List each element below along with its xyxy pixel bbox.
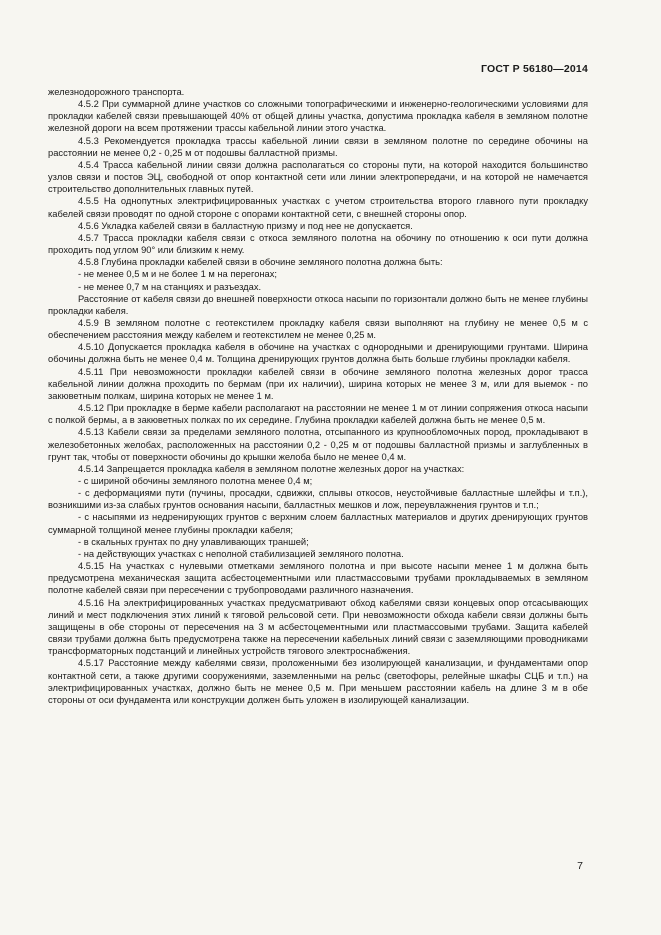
paragraph: 4.5.7 Трасса прокладки кабеля связи с откоса земляного полотна на обочину по отношению к оси пути должна проходить под углом 90° или близким к нему.	[48, 232, 588, 256]
paragraph: 4.5.11 При невозможности прокладки кабелей связи в обочине земляного полотна железных дорог трасса кабельной линии должна проходить по бермам (при их наличии), ширина которых не менее 3 м, или для выемок - по закюветным полкам, ширина которых не менее 1 м.	[48, 366, 588, 401]
paragraph: 4.5.6 Укладка кабелей связи в балластную призму и под нее не допускается.	[78, 220, 413, 231]
paragraph: 4.5.14 Запрещается прокладка кабеля в земляном полотне железных дорог на участках:	[78, 463, 465, 474]
paragraph: 4.5.4 Трасса кабельной линии связи должна располагаться со стороны пути, на которой находится большинство узлов связи и постов ЭЦ, свободной от опор контактной сети или линии электропередачи, и на которой не намечается строительство дополнительных главных путей.	[48, 159, 588, 195]
paragraph: 4.5.13 Кабели связи за пределами земляного полотна, отсыпанного из крупнообломочных пород, прокладывают в железобетонных желобах, расположенных на расстоянии 0,2 - 0,25 м от подошвы балластной призмы и заглубленных в грунт так, чтобы от поверхности обочины до крышки желоба было не менее 0,4 м.	[48, 427, 588, 462]
paragraph: 4.5.2 При суммарной длине участков со сложными топографическими и инженерно-геологическими условиями для прокладки кабелей связи превышающей 40% от общей длины участка, допустима прокладка кабеля в земляном полотне железной дороги на всем протяжении трассы кабельной линии этого участка.	[48, 99, 588, 134]
paragraph: - на действующих участках с неполной стабилизацией земляного полотна.	[78, 548, 404, 559]
paragraph: 4.5.12 При прокладке в берме кабели располагают на расстоянии не менее 1 м от линии сопряжения откоса насыпи с полкой бермы, а в закюветных полках по их середине. Глубина прокладки кабелей должна быть не менее 0,5 м.	[48, 403, 588, 426]
paragraph: - в скальных грунтах по дну улавливающих траншей;	[78, 536, 309, 547]
paragraph: Расстояние от кабеля связи до внешней поверхности откоса насыпи по горизонтали должно быть не менее глубины прокладки кабеля.	[48, 293, 588, 316]
paragraph: 4.5.16 На электрифицированных участках предусматривают обход кабелями связи концевых опор отсасывающих линий и мест подключения этих линий к тяговой рельсовой сети. При невозможности обхода кабели связи должны быть защищены в обе стороны от пересечения на 3 м асбестоцементными или пластмассовыми трубами. Защита кабелей связи трубами должна быть предусмотрена также на пересечении кабельных линий связи с заземляющими проводниками трансформаторных подстанций и линейных устройств тягового электроснабжения.	[48, 597, 588, 657]
paragraph: - не менее 0,5 м и не более 1 м на перегонах;	[78, 269, 278, 280]
paragraph: 4.5.10 Допускается прокладка кабеля в обочине на участках с однородными и дренирующими грунтами. Ширина обочины должна быть не менее 0,4 м. Толщина дренирующих грунтов должна быть больше глубины прокладки кабеля.	[48, 342, 588, 365]
paragraph: 4.5.17 Расстояние между кабелями связи, проложенными без изолирующей канализации, и фундаментами опор контактной сети, а также другими сооружениями, заземленными на рельс (светофоры, релейные шкафы СЦБ и т.п.) на электрифицированных участках, должно быть не менее 0,5 м. При меньшем расстоянии кабель на длине 3 м в обе стороны от оси фундамента или конструкции должен быть уложен в изолирующей канализации.	[48, 658, 588, 705]
paragraph: 4.5.5 На однопутных электрифицированных участках с учетом строительства второго главного пути прокладку кабелей связи проводят по одной стороне с опорами контактной сети, с внешней стороны опор.	[48, 196, 588, 219]
paragraph: - с шириной обочины земляного полотна менее 0,4 м;	[78, 476, 313, 486]
paragraph: - не менее 0,7 м на станциях и разъездах.	[78, 281, 262, 292]
paragraph: 4.5.3 Рекомендуется прокладка трассы кабельной линии связи в земляном полотне по середине обочины на расстоянии не менее 0,2 - 0,25 м от подошвы балластной призмы.	[48, 135, 588, 158]
page-number: 7	[577, 860, 583, 872]
paragraph: 4.5.15 На участках с нулевыми отметками земляного полотна и при высоте насыпи менее 1 м должна быть предусмотрена механическая защита асбестоцементными или пластмассовыми трубами прокладываемых в земляном полотне кабелей связи при пересечении с трубопроводами различного назначения.	[48, 561, 588, 596]
paragraph: - с деформациями пути (пучины, просадки, сдвижки, сплывы откосов, неустойчивые балластные шлейфы и т.п.), возникшими из-за слабых грунтов основания насыпи, балластных мешков и лож, переувлажнения грунтов и т.п.;	[48, 488, 588, 511]
paragraph: - с насыпями из недренирующих грунтов с верхним слоем балластных материалов и других дренирующих грунтов суммарной толщиной менее глубины прокладки кабеля;	[48, 512, 588, 535]
page-header-standard-title: ГОСТ Р 56180—2014	[480, 63, 588, 75]
document-body	[48, 86, 588, 706]
paragraph: 4.5.9 В земляном полотне с геотекстилем прокладку кабеля связи выполняют на глубину не менее 0,5 м с обеспечением расстояния между кабелем и геотекстилем не менее 0,25 м.	[48, 317, 588, 341]
paragraph: железнодорожного транспорта.	[48, 87, 185, 97]
paragraph: 4.5.8 Глубина прокладки кабелей связи в обочине земляного полотна должна быть:	[78, 257, 443, 268]
